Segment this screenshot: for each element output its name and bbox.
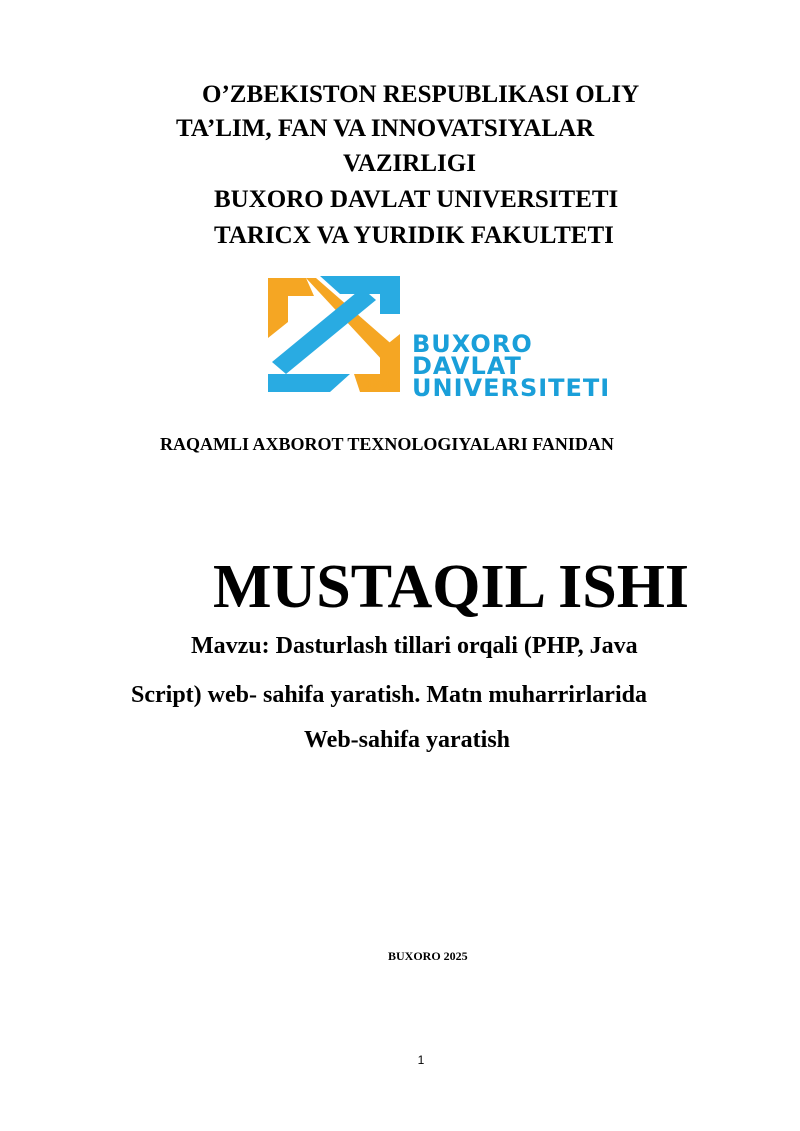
place-and-year: BUXORO 2025 bbox=[388, 949, 468, 963]
logo-word-davlat: DAVLAT bbox=[412, 352, 522, 380]
ministry-name-line-3: VAZIRLIGI bbox=[343, 150, 476, 177]
topic-line-1: Mavzu: Dasturlash tillari orqali (PHP, Java bbox=[191, 633, 638, 659]
ministry-name-line-1: O’ZBEKISTON RESPUBLIKASI OLIY bbox=[202, 81, 640, 108]
university-logo bbox=[262, 270, 642, 400]
topic-line-3: Web-sahifa yaratish bbox=[304, 727, 511, 753]
faculty-name: TARICX VA YURIDIK FAKULTETI bbox=[214, 222, 614, 249]
subject-name: RAQAMLI AXBOROT TEXNOLOGIYALARI FANIDAN bbox=[160, 434, 614, 454]
logo-word-universiteti: UNIVERSITETI bbox=[412, 374, 611, 400]
page-number: 1 bbox=[417, 1053, 425, 1067]
document-title: MUSTAQIL ISHI bbox=[213, 553, 690, 621]
topic-line-2: Script) web- sahifa yaratish. Matn muharrirlarida bbox=[131, 682, 647, 708]
logo-orange-bracket bbox=[268, 278, 314, 338]
logo-word-buxoro: BUXORO bbox=[412, 330, 533, 358]
university-name: BUXORO DAVLAT UNIVERSITETI bbox=[214, 186, 619, 213]
logo-year: 1930 bbox=[366, 377, 393, 391]
ministry-name-line-2: TA’LIM, FAN VA INNOVATSIYALAR bbox=[176, 115, 595, 142]
